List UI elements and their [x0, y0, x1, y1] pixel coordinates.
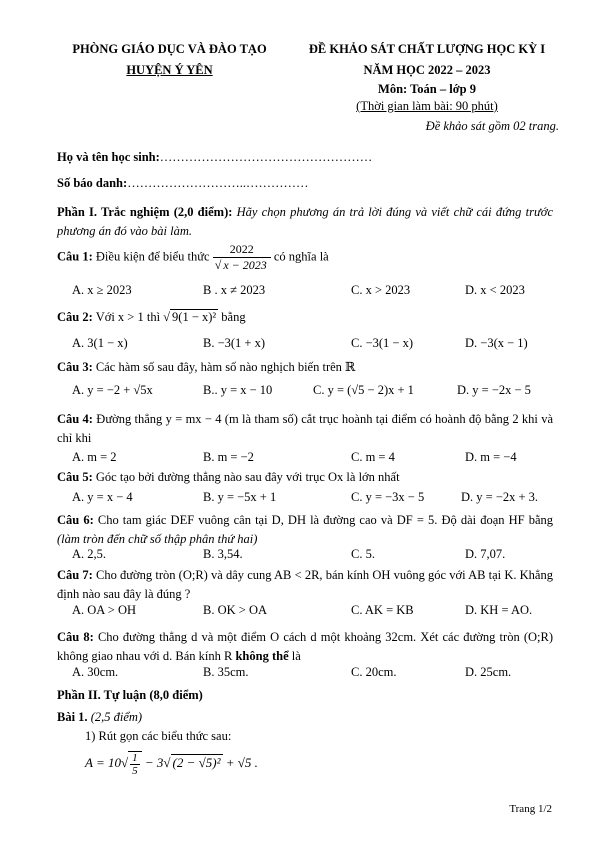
exam-title: ĐỀ KHẢO SÁT CHẤT LƯỢNG HỌC KỲ I	[308, 42, 546, 56]
q6-option-b: B. 3,54.	[203, 547, 243, 561]
q6-option-a: A. 2,5.	[72, 547, 107, 561]
time-limit: (Thời gian làm bài: 90 phút)	[356, 99, 498, 113]
q3-option-d: D. y = −2x − 5	[457, 383, 531, 397]
student-id-line: Số báo danh:………………………..……………	[57, 176, 309, 190]
q7-option-d: D. KH = AO.	[465, 603, 533, 617]
school-year: NĂM HỌC 2022 – 2023	[363, 63, 491, 77]
question-1: Câu 1: Điều kiện để biểu thức $\frac{2022}{√ x - 2023}$ có nghĩa là	[57, 242, 329, 272]
question-6: Câu 6: Cho tam giác DEF vuông cân tại D, DH là đường cao và DF = 5. Độ dài đoạn HF bằng (làm tròn đến chữ số thập phân thứ hai)	[57, 513, 554, 546]
q1-option-d: D. x < 2023	[465, 283, 525, 297]
q8-option-c: C. 20cm.	[351, 665, 397, 679]
bai1-item1: 1) Rút gọn các biểu thức sau:	[85, 729, 232, 743]
part1-heading: Phần I. Trắc nghiệm (2,0 điểm): Hãy chọn phương án trả lời đúng và viết chữ cái đứng trước phương án đó vào bài làm.	[57, 205, 553, 238]
q6-option-d: D. 7,07.	[465, 547, 506, 561]
q6-option-c: C. 5.	[351, 547, 375, 561]
q3-option-b: B.. y = x − 10	[203, 383, 273, 397]
q1-fraction: $\frac{2022}{√ x - 2023}$	[213, 242, 271, 273]
pages-note: Đề khảo sát gồm 02 trang.	[425, 119, 559, 133]
q5-option-d: D. y = −2x + 3.	[461, 490, 539, 504]
question-4: Câu 4: Đường thẳng y = mx − 4 (m là tham số) cắt trục hoành tại điểm có hoành độ bằng 2 khi và chỉ khi	[57, 412, 553, 445]
question-3: Câu 3: Các hàm số sau đây, hàm số nào nghịch biến trên ℝ	[57, 360, 356, 374]
q8-option-d: D. 25cm.	[465, 665, 512, 679]
department-name: PHÒNG GIÁO DỤC VÀ ĐÀO TẠO	[72, 42, 267, 56]
q5-option-c: C. y = −3x − 5	[351, 490, 425, 504]
q5-option-a: A. y = x − 4	[72, 490, 133, 504]
q2-option-b: B. −3(1 + x)	[203, 336, 266, 350]
q4-option-a: A. m = 2	[72, 450, 117, 464]
q2-option-d: D. −3(x − 1)	[465, 336, 528, 350]
district-name: HUYỆN Ý YÊN	[126, 63, 213, 77]
q7-option-a: A. OA > OH	[72, 603, 136, 617]
subject: Môn: Toán – lớp 9	[378, 82, 476, 96]
q4-option-c: C. m = 4	[351, 450, 395, 464]
page-number: Trang 1/2	[509, 803, 552, 815]
q2-option-c: C. −3(1 − x)	[351, 336, 414, 350]
question-7: Câu 7: Cho đường tròn (O;R) và dây cung AB < 2R, bán kính OH vuông góc với AB tại K. Khẳng định nào sau đây là đúng ?	[57, 568, 553, 601]
q7-option-b: B. OK > OA	[203, 603, 267, 617]
bai1-heading: Bài 1. (2,5 điểm)	[57, 710, 143, 724]
q2-option-a: A. 3(1 − x)	[72, 336, 128, 350]
student-name-line: Họ và tên học sinh:……………………………………………	[57, 150, 373, 164]
part2-heading: Phần II. Tự luận (8,0 điểm)	[57, 688, 203, 702]
expression-a: A = 10√ $\frac{1}{5}$ − 3√ (2 − √5)² + √5 .	[85, 752, 258, 777]
q3-option-c: C. y = (√5 − 2)x + 1	[313, 383, 414, 397]
q7-option-c: C. AK = KB	[351, 603, 414, 617]
question-5: Câu 5: Góc tạo bởi đường thẳng nào sau đây với trục Ox là lớn nhất	[57, 470, 400, 484]
q3-option-a: A. y = −2 + √5x	[72, 383, 153, 397]
q4-option-d: D. m = −4	[465, 450, 517, 464]
q1-option-a: A. x ≥ 2023	[72, 283, 132, 297]
q1-option-c: C. x > 2023	[351, 283, 411, 297]
question-8: Câu 8: Cho đường thẳng d và một điểm O cách d một khoảng 32cm. Xét các đường tròn (O;R) không giao nhau với d. Bán kính R không thể là	[57, 630, 553, 663]
q8-option-a: A. 30cm.	[72, 665, 119, 679]
q5-option-b: B. y = −5x + 1	[203, 490, 277, 504]
q8-option-b: B. 35cm.	[203, 665, 249, 679]
q4-option-b: B. m = −2	[203, 450, 254, 464]
question-2: Câu 2: Với x > 1 thì √ 9(1 − x)² bằng	[57, 310, 246, 324]
q1-option-b: B . x ≠ 2023	[203, 283, 266, 297]
